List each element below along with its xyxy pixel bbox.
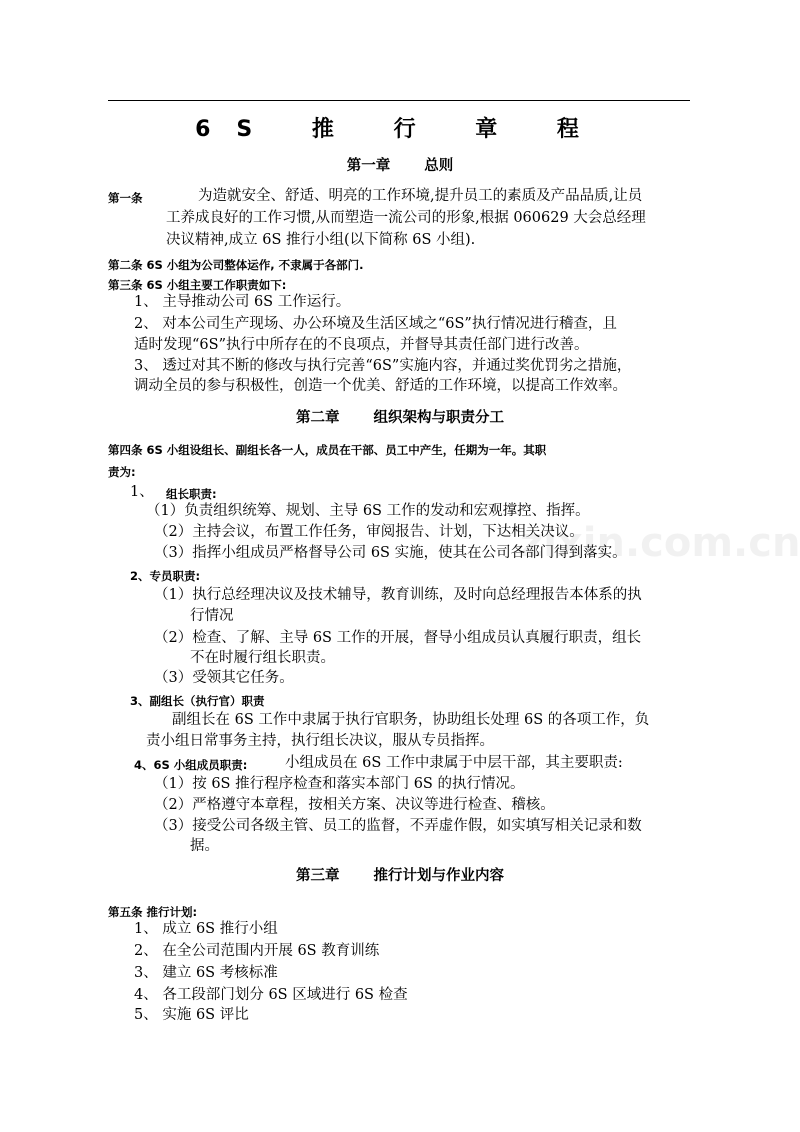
deputy-line2: 责小组日常事务主持，执行组长决议，服从专员指挥。 xyxy=(146,733,494,749)
duty-2-line1: 2、 对本公司生产现场、办公环境及生活区域之“6S”执行情况进行稽查，且 xyxy=(134,316,617,332)
document-title: 6S 推 行 章 程 xyxy=(195,117,605,142)
specialist-duty-2-line2: 不在时履行组长职责。 xyxy=(190,650,335,666)
chapter1-name: 总则 xyxy=(424,158,454,174)
watermark: zixin.com.cn xyxy=(520,520,800,566)
article5: 第五条 推行计划: xyxy=(108,905,198,919)
member-duty-1: （1）按 6S 推行程序检查和落实本部门 6S 的执行情况。 xyxy=(154,776,525,792)
member-label: 4、6S 小组成员职责: xyxy=(134,758,248,772)
plan-5: 5、 实施 6S 评比 xyxy=(134,1007,249,1023)
article1-line2: 工养成良好的工作习惯,从而塑造一流公司的形象,根据 060629 大会总经理 xyxy=(166,210,646,226)
article3: 第三条 6S 小组主要工作职责如下: xyxy=(108,278,287,292)
specialist-label: 2、专员职责: xyxy=(130,569,201,583)
deputy-label: 3、副组长（执行官）职责 xyxy=(130,694,265,708)
plan-1: 1、 成立 6S 推行小组 xyxy=(134,921,278,937)
leader-duty-2: （2）主持会议，布置工作任务，审阅报告、计划，下达相关决议。 xyxy=(154,524,584,540)
member-intro: 小组成员在 6S 工作中隶属于中层干部，其主要职责: xyxy=(285,755,623,771)
duty-3-line1: 3、 透过对其不断的修改与执行完善“6S”实施内容，并通过奖优罚劣之措施， xyxy=(134,358,632,374)
chapter2-heading xyxy=(0,406,800,427)
specialist-duty-2-line1: （2）检查、了解、主导 6S 工作的开展，督导小组成员认真履行职责，组长 xyxy=(154,630,642,646)
leader-duty-3: （3）指挥小组成员严格督导公司 6S 实施，使其在公司各部门得到落实。 xyxy=(154,545,627,561)
duty-2-line2: 适时发现“6S”执行中所存在的不良项点，并督导其责任部门进行改善。 xyxy=(134,337,589,353)
article4-line2: 责为: xyxy=(108,465,136,479)
leader-label: 组长职责: xyxy=(166,487,217,501)
article4-line1: 第四条 6S 小组设组长、副组长各一人，成员在干部、员工中产生，任期为一年。其职 xyxy=(108,443,547,457)
chapter1-heading xyxy=(0,154,800,175)
article1-label: 第一条 xyxy=(108,191,143,205)
plan-3: 3、 建立 6S 考核标准 xyxy=(134,965,278,981)
article1-line3: 决议精神,成立 6S 推行小组(以下简称 6S 小组). xyxy=(166,232,476,248)
article1-line1: 为造就安全、舒适、明亮的工作环境,提升员工的素质及产品品质,让员 xyxy=(198,188,643,204)
plan-4: 4、 各工段部门划分 6S 区域进行 6S 检查 xyxy=(134,987,408,1003)
leader-number: 1、 xyxy=(130,484,154,500)
member-duty-3-line1: （3）接受公司各级主管、员工的监督，不弄虚作假，如实填写相关记录和数 xyxy=(154,818,642,834)
member-duty-3-line2: 据。 xyxy=(190,838,219,854)
leader-duty-1: （1）负责组织统筹、规划、主导 6S 工作的发动和宏观撑控、指挥。 xyxy=(146,503,590,519)
specialist-duty-1-line2: 行情况 xyxy=(190,608,234,624)
duty-3-line2: 调动全员的参与积极性，创造一个优美、舒适的工作环境，以提高工作效率。 xyxy=(134,378,627,394)
article2: 第二条 6S 小组为公司整体运作, 不隶属于各部门. xyxy=(108,258,364,272)
chapter3-name: 推行计划与作业内容 xyxy=(373,868,504,884)
specialist-duty-1-line1: （1）执行总经理决议及技术辅导，教育训练，及时向总经理报告本体系的执 xyxy=(154,587,642,603)
chapter2-number: 第二章 xyxy=(296,410,340,426)
specialist-duty-3: （3）受领其它任务。 xyxy=(154,670,294,686)
member-duty-2: （2）严格遵守本章程，按相关方案、决议等进行检查、稽核。 xyxy=(154,797,555,813)
deputy-line1: 副组长在 6S 工作中隶属于执行官职务，协助组长处理 6S 的各项工作，负 xyxy=(172,712,650,728)
chapter2-name: 组织架构与职责分工 xyxy=(373,410,504,426)
plan-2: 2、 在全公司范围内开展 6S 教育训练 xyxy=(134,943,380,959)
chapter3-number: 第三章 xyxy=(296,868,340,884)
chapter1-number: 第一章 xyxy=(346,158,391,174)
header-rule xyxy=(108,100,690,101)
chapter3-heading xyxy=(0,864,800,885)
duty-1: 1、 主导推动公司 6S 工作运行。 xyxy=(134,294,351,310)
